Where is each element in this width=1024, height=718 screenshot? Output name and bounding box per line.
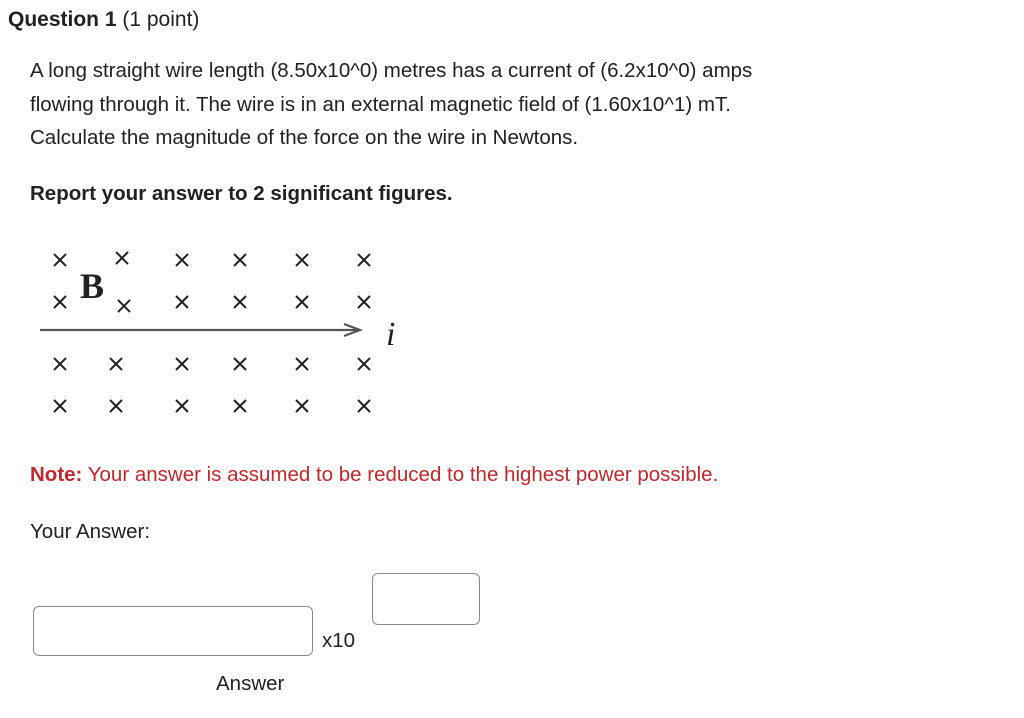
field-cross-mark bbox=[176, 400, 188, 412]
field-cross-mark bbox=[358, 358, 370, 370]
field-cross-mark bbox=[54, 358, 66, 370]
current-label-i: i bbox=[386, 316, 396, 353]
question-header bbox=[8, 6, 199, 34]
note-text bbox=[30, 461, 718, 489]
field-cross-mark bbox=[116, 252, 128, 264]
answer-caption: Answer bbox=[216, 672, 285, 695]
field-cross-mark bbox=[358, 296, 370, 308]
question-line: A long straight wire length (8.50x10^0) metres has a current of (6.2x10^0) amps bbox=[30, 59, 753, 82]
question-points: (1 point) bbox=[122, 8, 200, 31]
your-answer-label: Your Answer: bbox=[30, 520, 151, 543]
field-cross-mark bbox=[110, 400, 122, 412]
field-cross-mark bbox=[110, 358, 122, 370]
field-cross-mark bbox=[118, 300, 130, 312]
note-label: Note: bbox=[30, 463, 83, 486]
field-cross-mark bbox=[296, 400, 308, 412]
field-cross-mark bbox=[176, 358, 188, 370]
field-cross-mark bbox=[234, 400, 246, 412]
field-cross-mark bbox=[176, 254, 188, 266]
magnetic-field-diagram bbox=[40, 238, 420, 428]
question-text bbox=[30, 54, 930, 155]
field-cross-mark bbox=[176, 296, 188, 308]
field-cross-mark bbox=[234, 296, 246, 308]
field-cross-mark bbox=[234, 358, 246, 370]
field-cross-mark bbox=[296, 358, 308, 370]
field-cross-mark bbox=[358, 254, 370, 266]
field-cross-mark bbox=[54, 400, 66, 412]
note-body: Your answer is assumed to be reduced to the highest power possible. bbox=[87, 463, 719, 486]
field-cross-mark bbox=[296, 254, 308, 266]
field-cross-mark bbox=[54, 296, 66, 308]
question-line: Calculate the magnitude of the force on the wire in Newtons. bbox=[30, 126, 579, 149]
field-cross-mark bbox=[358, 400, 370, 412]
field-label-b: B bbox=[80, 266, 105, 306]
question-line: flowing through it. The wire is in an external magnetic field of (1.60x10^1) mT. bbox=[30, 92, 731, 116]
field-cross-mark bbox=[54, 254, 66, 266]
exponent-input[interactable] bbox=[372, 573, 480, 625]
field-cross-mark bbox=[234, 254, 246, 266]
significant-figures-instruction: Report your answer to 2 significant figures. bbox=[30, 182, 453, 205]
field-cross-mark bbox=[296, 296, 308, 308]
question-title: Question 1 bbox=[8, 8, 117, 31]
mantissa-input[interactable] bbox=[33, 606, 313, 656]
times-ten-label: x10 bbox=[322, 629, 356, 652]
